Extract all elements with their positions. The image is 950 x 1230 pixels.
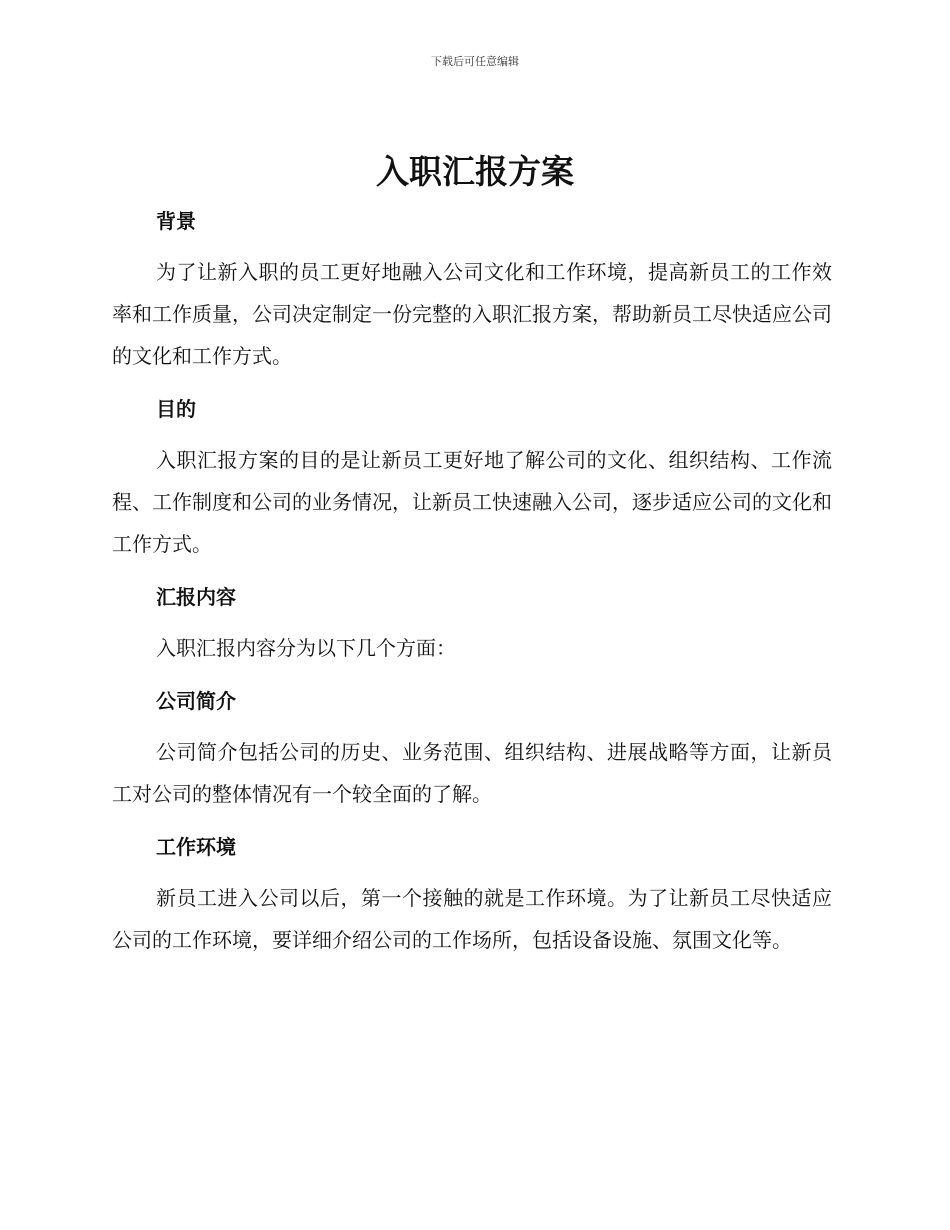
section-heading: 目的 — [156, 397, 196, 421]
section-paragraph: 新员工进入公司以后，第一个接触的就是工作环境。为了让新员工尽快适应公司的工作环境，要详细介绍公司的工作场所，包括设备设施、氛围文化等。 — [112, 886, 832, 952]
section-work-environment — [112, 829, 832, 961]
section-heading: 汇报内容 — [156, 585, 236, 609]
section-company-intro — [112, 683, 832, 815]
section-paragraph: 入职汇报方案的目的是让新员工更好地了解公司的文化、组织结构、工作流程、工作制度和公司的业务情况，让新员工快速融入公司，逐步适应公司的文化和工作方式。 — [112, 448, 832, 556]
document-body — [112, 203, 832, 961]
section-background — [112, 203, 832, 377]
section-heading: 公司简介 — [156, 689, 236, 713]
section-paragraph: 为了让新入职的员工更好地融入公司文化和工作环境，提高新员工的工作效率和工作质量，公司决定制定一份完整的入职汇报方案，帮助新员工尽快适应公司的文化和工作方式。 — [112, 260, 832, 368]
header-note: 下载后可任意编辑 — [431, 55, 519, 68]
document-title: 入职汇报方案 — [376, 152, 574, 191]
section-heading: 工作环境 — [156, 835, 236, 859]
section-heading: 背景 — [156, 209, 196, 233]
section-report-content — [112, 579, 832, 669]
section-paragraph: 入职汇报内容分为以下几个方面： — [156, 636, 456, 660]
section-purpose — [112, 391, 832, 565]
section-paragraph: 公司简介包括公司的历史、业务范围、组织结构、进展战略等方面，让新员工对公司的整体情况有一个较全面的了解。 — [112, 740, 832, 806]
